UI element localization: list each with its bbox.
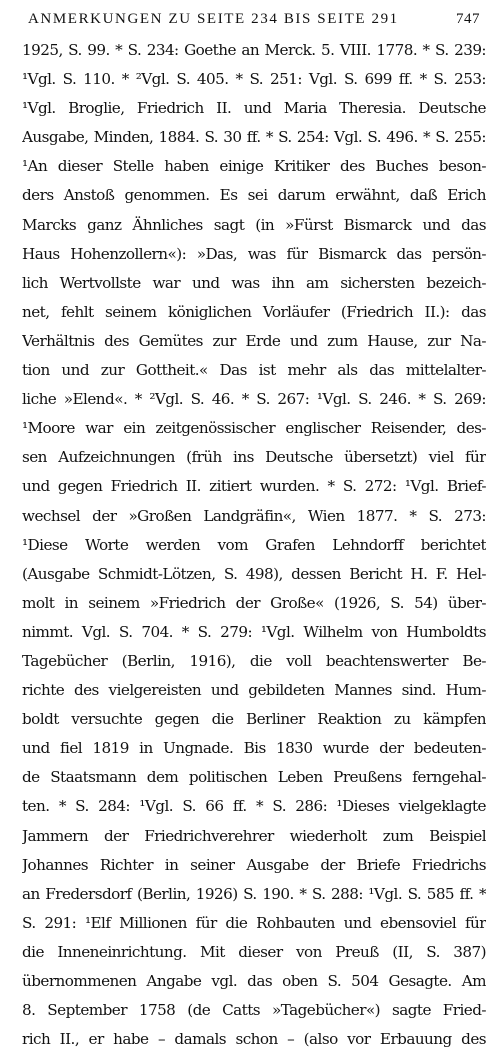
text-line: an Fredersdorf (Berlin, 1926) S. 190. * S. 288: ¹Vgl. S. 585 ff. * — [22, 884, 486, 903]
text-line: die Inneneinrichtung. Mit dieser von Preuß (II, S. 387) — [22, 942, 486, 961]
text-line: ¹Vgl. Broglie, Friedrich II. und Maria Theresia. Deutsche — [22, 99, 486, 118]
text-line: nimmt. Vgl. S. 704. * S. 279: ¹Vgl. Wilhelm von Humboldts — [22, 622, 486, 641]
text-line: Marcks ganz Ähnliches sagt (in »Fürst Bismarck und das — [22, 215, 486, 234]
text-line: ¹An dieser Stelle haben einige Kritiker des Buches beson- — [22, 157, 486, 176]
text-line: net, fehlt seinem königlichen Vorläufer (Friedrich II.): das — [22, 302, 486, 321]
text-line: (Ausgabe Schmidt-Lötzen, S. 498), dessen Bericht H. F. Hel- — [22, 564, 486, 583]
text-line: und gegen Friedrich II. zitiert wurden. * S. 272: ¹Vgl. Brief- — [22, 477, 486, 496]
text-line: Verhältnis des Gemütes zur Erde und zum Hause, zur Na- — [22, 331, 486, 350]
text-line: liche »Elend«. * ²Vgl. S. 46. * S. 267: ¹Vgl. S. 246. * S. 269: — [22, 390, 486, 409]
text-line: rich II., er habe – damals schon – (also vor Erbauung des — [22, 1030, 486, 1049]
text-line: Ausgabe, Minden, 1884. S. 30 ff. * S. 254: Vgl. S. 496. * S. 255: — [22, 128, 486, 147]
running-head-title: ANMERKUNGEN ZU SEITE 234 BIS SEITE 291 — [28, 10, 399, 27]
running-head — [28, 6, 480, 32]
text-line: ¹Diese Worte werden vom Grafen Lehndorff berichtet — [22, 535, 486, 554]
text-line: S. 291: ¹Elf Millionen für die Rohbauten und ebensoviel für — [22, 913, 486, 932]
text-line: ¹Vgl. S. 110. * ²Vgl. S. 405. * S. 251: Vgl. S. 699 ff. * S. 253: — [22, 70, 486, 89]
text-line: boldt versuchte gegen die Berliner Reaktion zu kämpfen — [22, 710, 486, 729]
text-line: Johannes Richter in seiner Ausgabe der Briefe Friedrichs — [22, 855, 486, 874]
text-line: Jammern der Friedrichverehrer wiederholt zum Beispiel — [22, 826, 486, 845]
text-line: übernommenen Angabe vgl. das oben S. 504 Gesagte. Am — [22, 972, 486, 990]
text-line: Tagebücher (Berlin, 1916), die voll beachtenswerter Be- — [22, 651, 486, 670]
text-line: 1925, S. 99. * S. 234: Goethe an Merck. 5. VIII. 1778. * S. 239: — [22, 41, 486, 59]
text-line: ¹Moore war ein zeitgenössischer englischer Reisender, des- — [22, 419, 486, 438]
text-line: richte des vielgereisten und gebildeten Mannes sind. Hum- — [22, 681, 486, 700]
text-line: Haus Hohenzollern«): »Das, was für Bismarck das persön- — [22, 244, 486, 263]
text-line: sen Aufzeichnungen (früh ins Deutsche übersetzt) viel für — [22, 448, 486, 467]
text-line: wechsel der »Großen Landgräfin«, Wien 1877. * S. 273: — [22, 506, 486, 525]
text-line: lich Wertvollste war und was ihn am sichersten bezeich- — [22, 273, 486, 292]
text-line: ders Anstoß genommen. Es sei darum erwähnt, daß Erich — [22, 186, 486, 205]
text-line: de Staatsmann dem politischen Leben Preußens ferngehal- — [22, 768, 486, 787]
text-line: und fiel 1819 in Ungnade. Bis 1830 wurde der bedeuten- — [22, 739, 486, 758]
text-line: ten. * S. 284: ¹Vgl. S. 66 ff. * S. 286: ¹Dieses vielgeklagte — [22, 797, 486, 816]
text-line: tion und zur Gottheit.« Das ist mehr als das mittelalter- — [22, 361, 486, 380]
notes-text — [22, 36, 486, 1054]
text-line: 8. September 1758 (de Catts »Tagebücher«) sagte Fried- — [22, 1001, 486, 1020]
page-number: 747 — [456, 10, 480, 27]
text-line: molt in seinem »Friedrich der Große« (1926, S. 54) über- — [22, 593, 486, 612]
